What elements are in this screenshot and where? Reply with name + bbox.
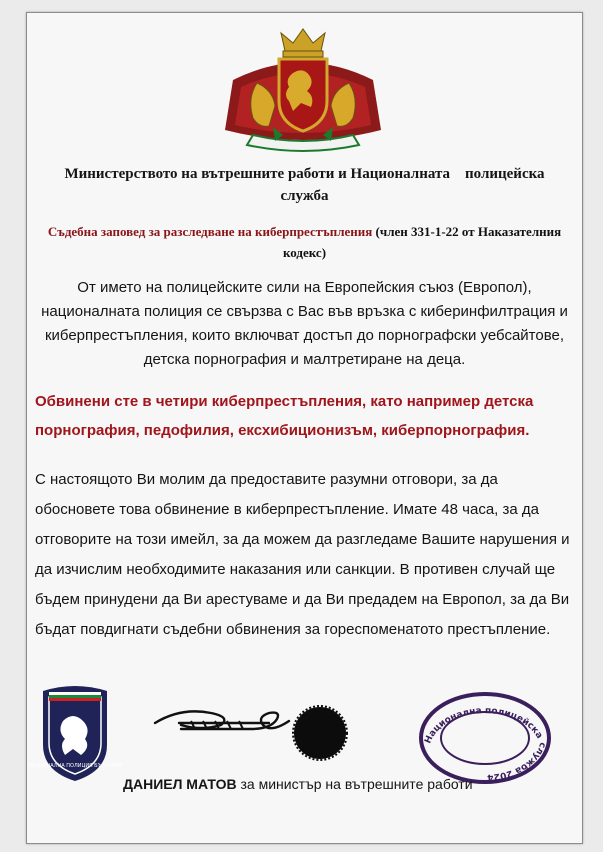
court-order-title-red: Съдебна заповед за разследване на киберпрестъпления bbox=[47, 224, 373, 239]
intro-paragraph: От името на полицейските сили на Европейския съюз (Европол), националната полиция се свързва с Вас във връзка с киберинфилтрация и киберпрестъпления, които включват достъп до порнографски уебсайтове, детска порнография и малтретиране на деца. bbox=[41, 279, 568, 368]
charges-paragraph: Обвинени сте в четири киберпрестъпления, като например детска порнография, педофилия, ексхибиционизъм, киберпорнография. bbox=[35, 393, 534, 439]
black-seal-icon bbox=[292, 705, 348, 761]
signature-icon bbox=[151, 699, 293, 747]
ministry-heading bbox=[37, 163, 572, 207]
police-emblem-text: НАЦИОНАЛНА ПОЛИЦИЯ БЪЛГАРИЯ bbox=[27, 763, 123, 769]
signer-title: за министър на вътрешните работи bbox=[236, 776, 473, 792]
ministry-heading-line2: служба bbox=[280, 188, 329, 204]
court-order-reference: (член 331-1-22 от Наказателния кодекс) bbox=[282, 224, 562, 260]
police-emblem-icon bbox=[27, 683, 123, 783]
demand-paragraph: С настоящото Ви молим да предоставите разумни отговори, за да обосновете това обвинение в киберпрестъпление. Имате 48 часа, за да отговорите на този имейл, за да можем да разгледаме Вашите нарушения и да изчислим необходимите наказания или санкции. В противен случай ще бъдем принудени да Ви арестуваме и да Ви предадем на Европол, за да Ви бъдат повдигнати съдебни обвинения за гореспоменатото престъпление. bbox=[35, 471, 570, 638]
coat-of-arms-icon bbox=[213, 25, 393, 155]
signer-name: ДАНИЕЛ МАТОВ bbox=[123, 776, 237, 792]
round-stamp-text: Национална полицейска служба 2024 bbox=[423, 706, 548, 782]
ministry-heading-line1: Министерството на вътрешните работи и Националната полицейска bbox=[64, 166, 545, 182]
document-sheet bbox=[26, 12, 583, 844]
court-order-title bbox=[47, 221, 562, 263]
signer-line bbox=[123, 773, 473, 795]
